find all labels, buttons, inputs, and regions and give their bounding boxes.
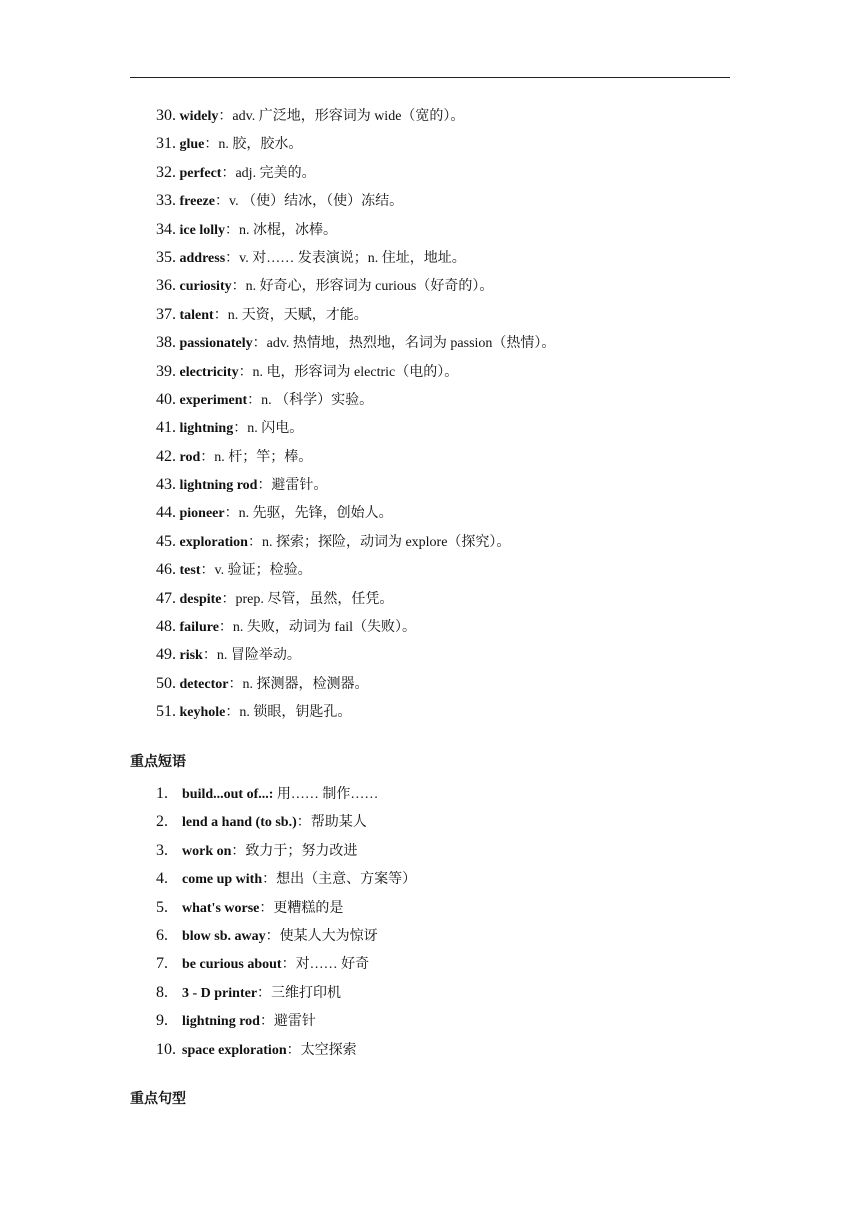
vocab-item-50 [156, 670, 555, 698]
vocab-definition: ：adj. 完美的。 [221, 165, 316, 181]
phrase-definition: 用…… 制作…… [273, 787, 379, 802]
vocab-item-51 [156, 698, 555, 726]
vocab-item-41 [156, 414, 555, 442]
phrase-definition: ：帮助某人 [296, 815, 367, 831]
vocab-term: freeze [179, 194, 215, 210]
item-number: 40. [156, 390, 176, 408]
vocab-term: despite [179, 591, 222, 607]
item-number: 38. [156, 334, 176, 352]
vocab-item-42 [156, 443, 555, 471]
phrase-term: lightning rod [182, 1014, 260, 1030]
vocab-definition: ：n. 好奇心，形容词为 curious（好奇的）。 [231, 279, 494, 295]
vocab-definition: ：v. 验证；检验。 [200, 563, 312, 579]
vocab-item-48 [156, 613, 555, 641]
vocab-definition: ：n. 探测器，检测器。 [228, 676, 369, 692]
vocab-item-45 [156, 528, 555, 556]
phrase-term: work on [182, 843, 232, 859]
vocab-item-38 [156, 329, 555, 357]
phrase-item-6 [156, 922, 416, 950]
vocab-item-37 [156, 301, 555, 329]
vocab-term: experiment [179, 392, 248, 408]
item-number: 10. [156, 1040, 176, 1058]
vocab-term: address [179, 250, 226, 266]
phrase-list [156, 780, 416, 1064]
phrase-definition: ：想出（主意、方案等） [262, 872, 417, 888]
item-number: 47. [156, 589, 176, 607]
vocab-term: glue [179, 137, 205, 153]
vocab-term: exploration [179, 534, 248, 550]
header-rule [130, 77, 730, 78]
vocab-definition: ：n. 冰棍，冰棒。 [225, 222, 337, 238]
vocab-item-43 [156, 471, 555, 499]
phrase-item-8 [156, 979, 416, 1007]
vocab-term: keyhole [179, 705, 226, 721]
phrase-item-7 [156, 950, 416, 978]
item-number: 48. [156, 618, 176, 636]
item-number: 5. [156, 898, 168, 916]
phrase-definition: ：致力于；努力改进 [231, 843, 358, 859]
item-number: 39. [156, 362, 176, 380]
phrase-item-4 [156, 865, 416, 893]
vocab-definition: ：n. 锁眼，钥匙孔。 [225, 705, 352, 721]
vocab-item-40 [156, 386, 555, 414]
section-heading-sentences: 重点句型 [130, 1091, 186, 1107]
item-number: 44. [156, 504, 176, 522]
vocab-definition: ：n. 失败，动词为 fail（失败）。 [218, 620, 417, 636]
item-number: 34. [156, 220, 176, 238]
vocab-item-34 [156, 216, 555, 244]
phrase-term: build...out of...: [182, 787, 274, 802]
item-number: 7. [156, 955, 168, 973]
vocab-definition: ：避雷针。 [257, 478, 328, 494]
vocab-term: rod [179, 449, 201, 465]
item-number: 36. [156, 277, 176, 295]
vocab-term: curiosity [179, 279, 232, 295]
vocab-item-31 [156, 130, 555, 158]
vocab-definition: ：n. 闪电。 [233, 421, 304, 437]
vocab-term: passionately [179, 336, 253, 352]
item-number: 51. [156, 703, 176, 721]
item-number: 42. [156, 447, 176, 465]
item-number: 8. [156, 983, 168, 1001]
vocab-term: lightning rod [179, 478, 258, 494]
phrase-term: space exploration [182, 1042, 287, 1058]
phrase-definition: ：使某人大为惊讶 [265, 928, 378, 944]
phrase-definition: ：对…… 好奇 [281, 957, 370, 973]
vocab-item-36 [156, 272, 555, 300]
vocab-definition: ：adv. 热情地，热烈地，名词为 passion（热情）。 [252, 336, 556, 352]
phrase-definition: ：三维打印机 [257, 985, 342, 1001]
phrase-term: come up with [182, 872, 263, 888]
vocab-item-47 [156, 585, 555, 613]
item-number: 2. [156, 813, 168, 831]
vocab-item-30 [156, 102, 555, 130]
phrase-definition: ：更糟糕的是 [259, 900, 344, 916]
item-number: 32. [156, 163, 176, 181]
phrase-item-10 [156, 1036, 416, 1064]
phrase-item-1 [156, 780, 416, 808]
vocab-definition: ：adv. 广泛地，形容词为 wide（宽的）。 [218, 109, 465, 124]
item-number: 46. [156, 561, 176, 579]
vocab-item-39 [156, 358, 555, 386]
item-number: 1. [156, 785, 168, 802]
vocab-definition: ：n. 探索；探险，动词为 explore（探究）。 [247, 534, 511, 550]
vocab-term: risk [179, 648, 203, 664]
vocab-definition: ：n. 先驱，先锋，创始人。 [224, 506, 393, 522]
item-number: 37. [156, 305, 176, 323]
item-number: 33. [156, 192, 176, 210]
vocab-term: lightning [179, 421, 234, 437]
phrase-item-3 [156, 837, 416, 865]
item-number: 31. [156, 135, 176, 153]
item-number: 35. [156, 248, 176, 266]
item-number: 30. [156, 107, 176, 124]
vocab-term: widely [179, 109, 219, 124]
vocab-item-35 [156, 244, 555, 272]
item-number: 43. [156, 476, 176, 494]
item-number: 45. [156, 532, 176, 550]
vocab-item-33 [156, 187, 555, 215]
vocab-item-44 [156, 499, 555, 527]
vocab-definition: ：n. （科学）实验。 [247, 392, 374, 408]
vocab-term: perfect [179, 165, 222, 181]
vocab-term: ice lolly [179, 222, 225, 238]
vocab-definition: ：n. 胶，胶水。 [204, 137, 303, 153]
vocab-definition: ：prep. 尽管，虽然，任凭。 [221, 591, 394, 607]
vocab-term: detector [179, 676, 229, 692]
vocab-term: talent [179, 307, 214, 323]
item-number: 9. [156, 1012, 168, 1030]
phrase-term: be curious about [182, 957, 282, 973]
phrase-term: lend a hand (to sb.) [182, 815, 297, 831]
phrase-term: blow sb. away [182, 928, 266, 944]
vocab-term: test [179, 563, 201, 579]
item-number: 3. [156, 841, 168, 859]
phrase-item-5 [156, 894, 416, 922]
item-number: 4. [156, 870, 168, 888]
phrase-term: what's worse [182, 900, 260, 916]
vocab-item-46 [156, 556, 555, 584]
vocab-item-49 [156, 641, 555, 669]
vocab-term: failure [179, 620, 219, 636]
item-number: 50. [156, 674, 176, 692]
item-number: 41. [156, 419, 176, 437]
vocab-item-32 [156, 159, 555, 187]
vocab-term: pioneer [179, 506, 225, 522]
item-number: 49. [156, 646, 176, 664]
item-number: 6. [156, 926, 168, 944]
phrase-term: 3 - D printer [182, 985, 258, 1001]
phrase-definition: ：太空探索 [286, 1042, 357, 1058]
vocab-definition: ：v. 对…… 发表演说；n. 住址，地址。 [225, 250, 466, 266]
phrase-item-2 [156, 808, 416, 836]
vocab-definition: ：n. 杆；竿；棒。 [200, 449, 313, 465]
vocab-definition: ：v. （使）结冰，（使）冻结。 [214, 194, 404, 210]
phrase-definition: ：避雷针 [259, 1014, 316, 1030]
phrase-item-9 [156, 1007, 416, 1035]
vocab-definition: ：n. 冒险举动。 [202, 648, 301, 664]
section-heading-phrases: 重点短语 [130, 754, 186, 770]
vocab-definition: ：n. 电，形容词为 electric（电的）。 [238, 364, 459, 380]
vocab-term: electricity [179, 364, 239, 380]
vocabulary-list [156, 102, 555, 727]
vocab-definition: ：n. 天资，天赋，才能。 [213, 307, 368, 323]
